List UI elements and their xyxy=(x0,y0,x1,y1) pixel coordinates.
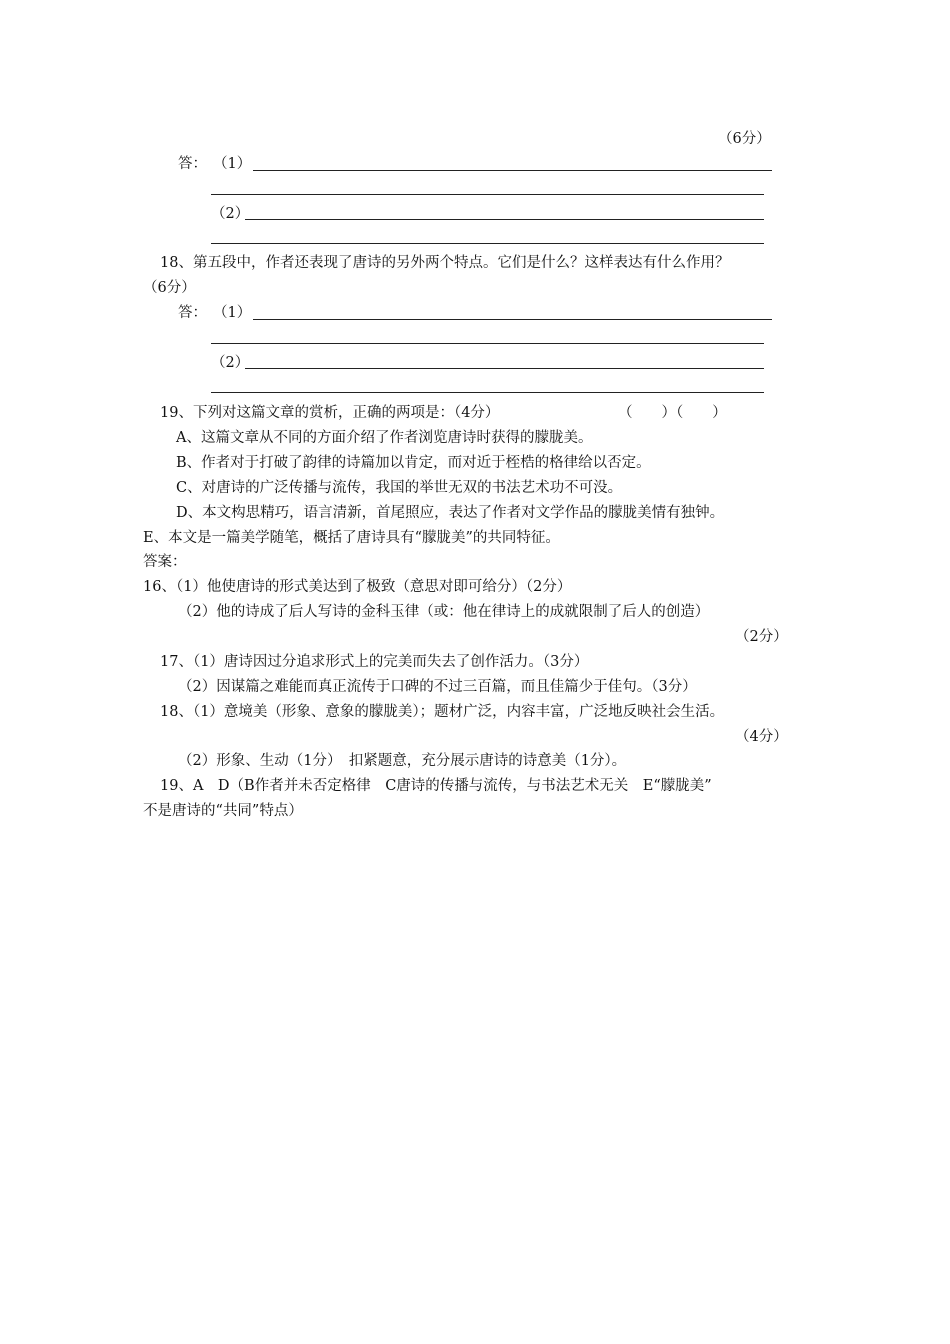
q17-answer-line-1[interactable] xyxy=(253,170,772,171)
answers-heading: 答案： xyxy=(143,554,187,570)
q19-option-b: B、作者对于打破了韵律的诗篇加以肯定，而对近于桎梏的格律给以否定。 xyxy=(176,455,651,471)
q19-option-d: D、本文构思精巧，语言清新，首尾照应，表达了作者对文学作品的朦胧美情有独钟。 xyxy=(176,505,725,521)
q17-answer-line-2[interactable] xyxy=(211,194,764,195)
q18-answer-line-1[interactable] xyxy=(253,319,772,320)
answer-18-part2: （2）形象、生动（1分） 扣紧题意，充分展示唐诗的诗意美（1分）。 xyxy=(178,753,627,769)
answer-17-part2: （2）因谋篇之难能而真正流传于口碑的不过三百篇，而且佳篇少于佳句。（3分） xyxy=(178,679,697,695)
q18-answer-line-4[interactable] xyxy=(211,392,764,393)
q18-answer-label: 答： xyxy=(178,305,207,321)
q17-answer-label: 答： xyxy=(178,156,207,172)
q17-part1-label: （1） xyxy=(213,156,252,172)
q19-prompt: 19、下列对这篇文章的赏析，正确的两项是：（4分） xyxy=(160,405,500,421)
q18-part2-label: （2） xyxy=(211,355,250,371)
q19-answer-brackets[interactable]: （ ）（ ） xyxy=(618,405,727,421)
q18-answer-line-2[interactable] xyxy=(211,343,764,344)
answer-19-line2: 不是唐诗的“共同”特点） xyxy=(143,803,303,819)
answer-16-part2: （2）他的诗成了后人写诗的金科玉律（或：他在律诗上的成就限制了后人的创造） xyxy=(178,604,710,620)
q19-option-a: A、这篇文章从不同的方面介绍了作者浏览唐诗时获得的朦胧美。 xyxy=(176,430,593,446)
q18-score: （6分） xyxy=(143,280,196,296)
q18-part1-label: （1） xyxy=(213,305,252,321)
q17-answer-line-4[interactable] xyxy=(211,243,764,244)
answer-18-part1: 18、（1）意境美（形象、意象的朦胧美）；题材广泛，内容丰富，广泛地反映社会生活。 xyxy=(160,704,725,720)
q18-answer-line-3[interactable] xyxy=(245,368,764,369)
q17-part2-label: （2） xyxy=(211,206,250,222)
q19-option-c: C、对唐诗的广泛传播与流传，我国的举世无双的书法艺术功不可没。 xyxy=(176,480,623,496)
q19-option-e: E、本文是一篇美学随笔，概括了唐诗具有“朦胧美”的共同特征。 xyxy=(143,530,560,546)
answer-16-part2-score: （2分） xyxy=(735,629,788,645)
q17-score: （6分） xyxy=(718,131,771,147)
answer-19-line1: 19、A D（B作者并未否定格律 C唐诗的传播与流传，与书法艺术无关 E“朦胧美” xyxy=(160,778,712,794)
answer-18-part1-score: （4分） xyxy=(735,729,788,745)
answer-16-part1: 16、（1）他使唐诗的形式美达到了极致（意思对即可给分）（2分） xyxy=(143,579,572,595)
q17-answer-line-3[interactable] xyxy=(245,219,764,220)
q18-prompt: 18、第五段中，作者还表现了唐诗的另外两个特点。它们是什么？这样表达有什么作用？ xyxy=(160,255,730,271)
answer-17-part1: 17、（1）唐诗因过分追求形式上的完美而失去了创作活力。（3分） xyxy=(160,654,589,670)
